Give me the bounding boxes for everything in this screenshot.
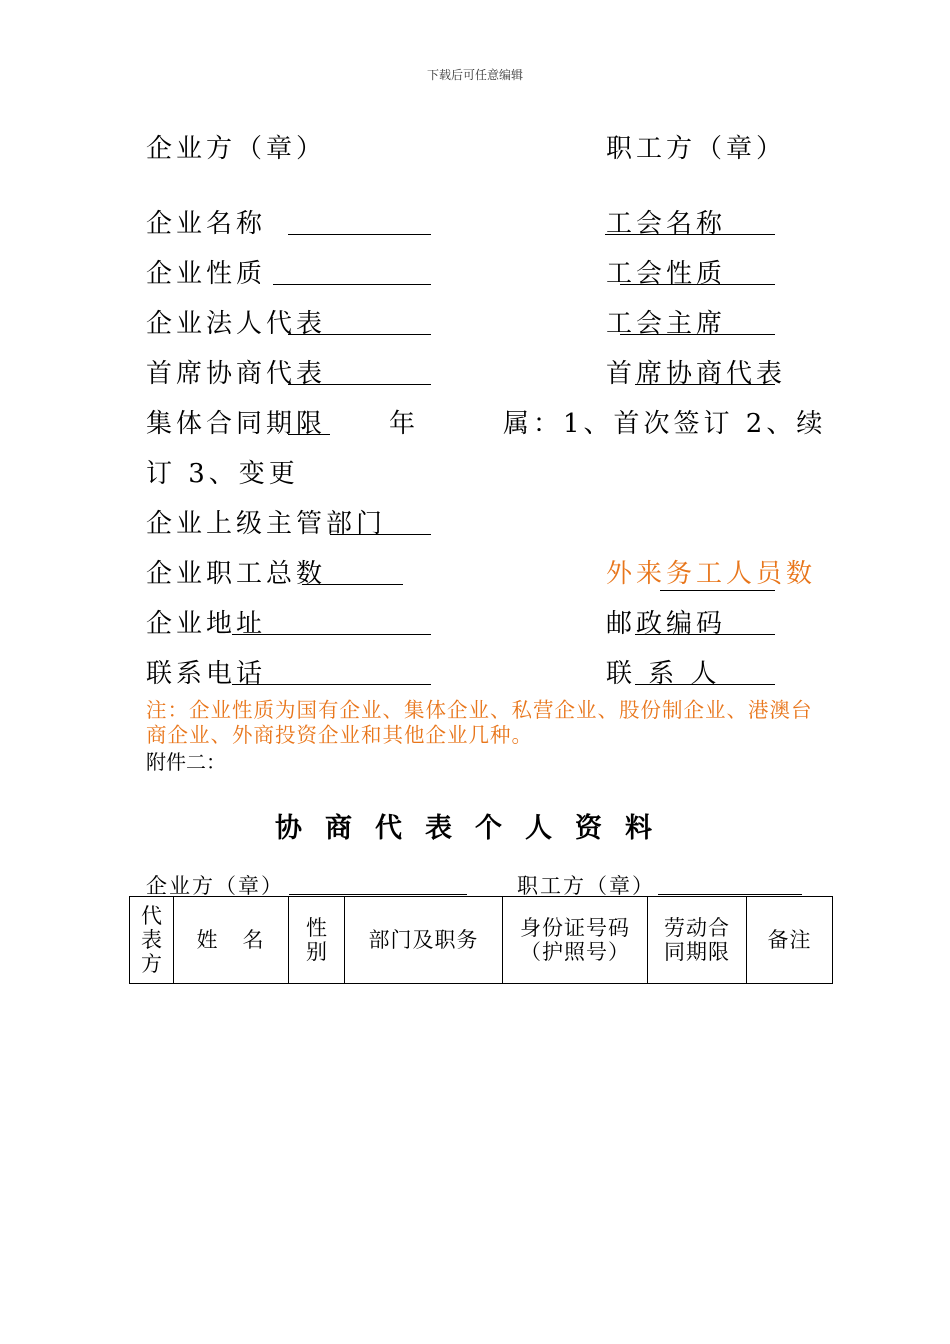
union-chair-label: 工会主席 [606, 309, 727, 339]
col-gender [289, 897, 345, 984]
belongs-label: 属：1、首次签订 2、续 [503, 409, 827, 439]
col-id-line-2: （护照号） [520, 940, 630, 964]
year-label: 年 [389, 409, 420, 439]
enterprise-nature-label: 企业性质 [146, 259, 267, 289]
union-chair-field[interactable] [620, 334, 775, 335]
belongs-cont-label: 订 3、变更 [146, 459, 299, 489]
col-contract-term [648, 897, 747, 984]
total-staff-field[interactable] [302, 584, 403, 585]
col-rep-side [130, 897, 174, 984]
chief-rep-left-field[interactable] [288, 384, 431, 385]
contract-term-field[interactable] [288, 434, 330, 435]
col-id-number [503, 897, 648, 984]
contact-label: 联 系 人 [606, 659, 721, 689]
col-name: 姓 名 [174, 897, 289, 984]
table-enterprise-seal-label: 企业方（章） [146, 874, 284, 898]
representatives-table [129, 896, 833, 984]
attachment-label: 附件二： [146, 750, 226, 774]
col-rep-line-1: 代 [141, 904, 162, 928]
union-name-label: 工会名称 [606, 209, 727, 239]
enterprise-seal-label: 企业方（章） [146, 134, 327, 164]
phone-field[interactable] [232, 684, 431, 685]
table-enterprise-seal-field[interactable] [289, 894, 467, 895]
col-gender-line-2: 别 [306, 940, 327, 964]
postcode-label: 邮政编码 [606, 609, 727, 639]
page-header: 下载后可任意编辑 [426, 68, 523, 82]
table-worker-seal-field[interactable] [658, 894, 802, 895]
col-remarks: 备注 [747, 897, 833, 984]
chief-rep-right-label: 首席协商代表 [606, 359, 787, 389]
union-name-field[interactable] [605, 234, 775, 235]
chief-rep-left-label: 首席协商代表 [146, 359, 327, 389]
union-nature-field[interactable] [620, 284, 775, 285]
col-contract-line-2: 同期限 [664, 940, 730, 964]
enterprise-name-label: 企业名称 [146, 209, 267, 239]
total-staff-label: 企业职工总数 [146, 559, 327, 589]
col-id-line-1: 身份证号码 [520, 916, 630, 940]
phone-label: 联系电话 [146, 659, 267, 689]
union-nature-label: 工会性质 [606, 259, 727, 289]
enterprise-name-field[interactable] [288, 234, 431, 235]
enterprise-legal-rep-label: 企业法人代表 [146, 309, 327, 339]
table-header-row [130, 897, 833, 984]
contact-field[interactable] [635, 684, 775, 685]
chief-rep-right-field[interactable] [635, 384, 775, 385]
migrant-workers-field[interactable] [660, 590, 775, 591]
col-dept-position: 部门及职务 [345, 897, 503, 984]
superior-dept-field[interactable] [330, 534, 431, 535]
address-label: 企业地址 [146, 609, 267, 639]
superior-dept-label: 企业上级主管部门 [146, 509, 387, 539]
note-text: 注：企业性质为国有企业、集体企业、私营企业、股份制企业、港澳台商企业、外商投资企业和其他企业几种。 [146, 698, 813, 747]
address-field[interactable] [232, 634, 431, 635]
enterprise-legal-rep-field[interactable] [288, 334, 431, 335]
section-title: 协商代表个人资料 [275, 813, 675, 844]
col-gender-line-1: 性 [306, 916, 327, 940]
col-contract-line-1: 劳动合 [664, 916, 730, 940]
enterprise-nature-field[interactable] [273, 284, 431, 285]
table-worker-seal-label: 职工方（章） [517, 874, 655, 898]
col-rep-line-3: 方 [141, 952, 162, 976]
postcode-field[interactable] [635, 634, 775, 635]
worker-seal-label: 职工方（章） [606, 134, 787, 164]
migrant-workers-label: 外来务工人员数 [606, 559, 817, 589]
col-rep-line-2: 表 [141, 928, 162, 952]
contract-term-label: 集体合同期限 [146, 409, 327, 439]
